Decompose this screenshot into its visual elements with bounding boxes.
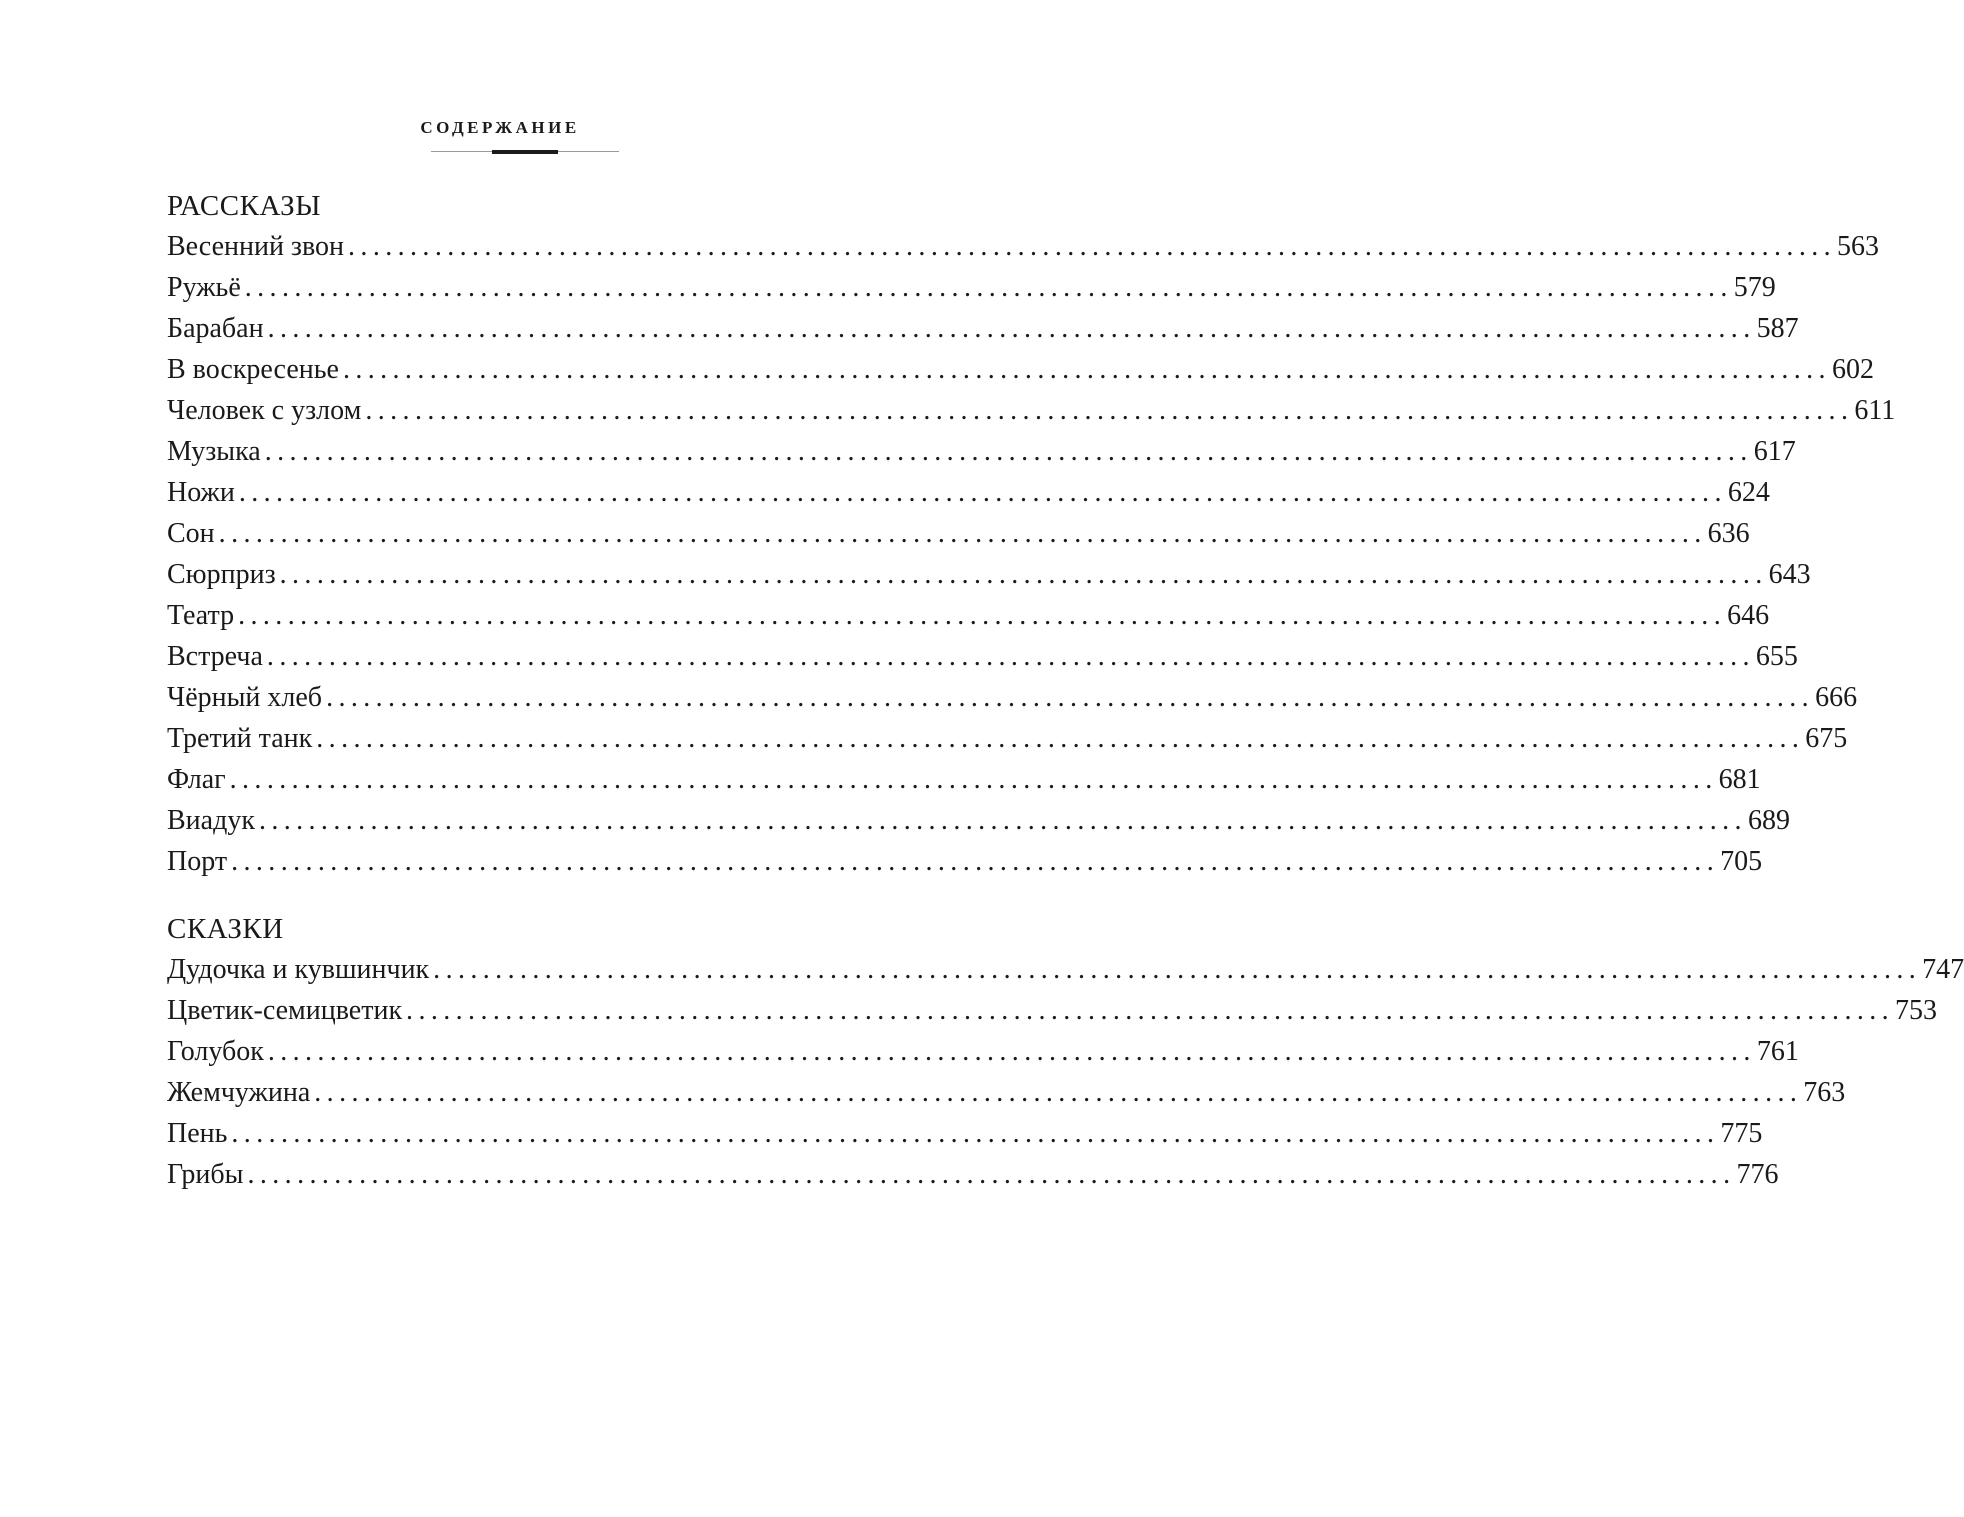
toc-entry-title: Чёрный хлеб: [167, 682, 323, 713]
dot-leader: ........................................................................................................................: [231, 846, 1720, 877]
header-divider-accent: [492, 150, 558, 154]
toc-entry: [167, 226, 1880, 267]
dot-leader: ........................................................................................................................: [266, 641, 1755, 672]
dot-leader: ........................................................................................................................: [406, 995, 1895, 1026]
toc-entry-title: Голубок: [167, 1036, 264, 1067]
dot-leader: ........................................................................................................................: [238, 600, 1727, 631]
toc-entry: [167, 990, 1938, 1031]
toc-section-stories: [167, 186, 1896, 882]
dot-leader: ........................................................................................................................: [342, 354, 1831, 385]
toc-entry-title: Весенний звон: [167, 231, 345, 262]
toc-entry: [167, 949, 1964, 990]
dot-leader: ........................................................................................................................: [258, 805, 1747, 836]
toc-entry-page-number: 643: [1768, 559, 1811, 590]
toc-section-fairy-tales: [167, 909, 1964, 1195]
toc-entry-page-number: 666: [1815, 682, 1858, 713]
toc-entry-title: Человек с узлом: [167, 395, 362, 426]
dot-leader: ........................................................................................................................: [433, 954, 1922, 985]
toc-entry-page-number: 617: [1753, 436, 1796, 467]
toc-entry-title: Жемчужина: [167, 1077, 311, 1108]
toc-entry-title: Театр: [167, 600, 235, 631]
toc-entry-title: Музыка: [167, 436, 261, 467]
toc-entry: [167, 308, 1799, 349]
toc-entry-page-number: 761: [1756, 1036, 1799, 1067]
toc-entry-title: Дудочка и кувшинчик: [167, 954, 430, 985]
toc-entry: [167, 472, 1770, 513]
toc-entry: [167, 759, 1761, 800]
toc-entry-page-number: 675: [1805, 723, 1848, 754]
page-title: СОДЕРЖАНИЕ: [420, 118, 580, 137]
toc-entry-page-number: 655: [1755, 641, 1798, 672]
toc-entry: [167, 677, 1858, 718]
toc-entry: [167, 431, 1796, 472]
toc-entry-page-number: 563: [1837, 231, 1880, 262]
toc-entry-page-number: 611: [1854, 395, 1896, 426]
dot-leader: ........................................................................................................................: [365, 395, 1854, 426]
toc-entry-title: Ружьё: [167, 272, 241, 303]
toc-entry: [167, 554, 1811, 595]
toc-entry: [167, 718, 1848, 759]
dot-leader: ........................................................................................................................: [231, 1118, 1720, 1149]
dot-leader: ........................................................................................................................: [264, 436, 1753, 467]
dot-leader: ........................................................................................................................: [267, 313, 1756, 344]
toc-entry-title: Сюрприз: [167, 559, 276, 590]
toc-entry: [167, 841, 1763, 882]
toc-entry-page-number: 579: [1733, 272, 1776, 303]
toc-entry-title: В воскресенье: [167, 354, 339, 385]
toc-entry: [167, 1113, 1763, 1154]
dot-leader: ........................................................................................................................: [247, 1159, 1736, 1190]
toc-entry-page-number: 776: [1736, 1159, 1779, 1190]
toc-entry-page-number: 646: [1727, 600, 1770, 631]
toc-entry-page-number: 753: [1895, 995, 1938, 1026]
toc-entry-list: [167, 226, 1896, 882]
toc-entry: [167, 595, 1770, 636]
dot-leader: ........................................................................................................................: [267, 1036, 1756, 1067]
dot-leader: ........................................................................................................................: [238, 477, 1727, 508]
toc-entry: [167, 800, 1790, 841]
toc-entry-page-number: 602: [1831, 354, 1874, 385]
toc-entry: [167, 513, 1750, 554]
dot-leader: ........................................................................................................................: [229, 764, 1718, 795]
toc-entry-title: Цветик-семицветик: [167, 995, 403, 1026]
toc-entry: [167, 1031, 1799, 1072]
page-header: [0, 118, 1000, 138]
toc-entry-page-number: 681: [1718, 764, 1761, 795]
toc-entry-page-number: 775: [1720, 1118, 1763, 1149]
toc-entry: [167, 1072, 1846, 1113]
toc-entry-title: Сон: [167, 518, 215, 549]
toc-entry-title: Пень: [167, 1118, 228, 1149]
toc-entry-title: Барабан: [167, 313, 264, 344]
toc-entry-page-number: 636: [1707, 518, 1750, 549]
dot-leader: ........................................................................................................................: [218, 518, 1707, 549]
toc-entry-title: Порт: [167, 846, 228, 877]
section-title: РАССКАЗЫ: [167, 190, 321, 222]
toc-entry-page-number: 763: [1803, 1077, 1846, 1108]
toc-entry-page-number: 587: [1756, 313, 1799, 344]
toc-entry-title: Флаг: [167, 764, 226, 795]
toc-entry-page-number: 624: [1727, 477, 1770, 508]
dot-leader: ........................................................................................................................: [244, 272, 1733, 303]
toc-entry-title: Грибы: [167, 1159, 244, 1190]
toc-entry-page-number: 689: [1747, 805, 1790, 836]
dot-leader: ........................................................................................................................: [348, 231, 1837, 262]
toc-entry-title: Третий танк: [167, 723, 313, 754]
toc-entry-title: Встреча: [167, 641, 263, 672]
toc-entry: [167, 390, 1896, 431]
toc-entry: [167, 349, 1874, 390]
toc-entry-list: [167, 949, 1964, 1195]
dot-leader: ........................................................................................................................: [326, 682, 1815, 713]
dot-leader: ........................................................................................................................: [279, 559, 1768, 590]
dot-leader: ........................................................................................................................: [316, 723, 1805, 754]
section-title: СКАЗКИ: [167, 913, 284, 945]
toc-entry: [167, 267, 1776, 308]
toc-entry-page-number: 747: [1922, 954, 1964, 985]
dot-leader: ........................................................................................................................: [314, 1077, 1803, 1108]
toc-entry: [167, 1154, 1779, 1195]
toc-entry-title: Ножи: [167, 477, 235, 508]
toc-entry-title: Виадук: [167, 805, 255, 836]
toc-entry-page-number: 705: [1720, 846, 1763, 877]
toc-entry: [167, 636, 1798, 677]
